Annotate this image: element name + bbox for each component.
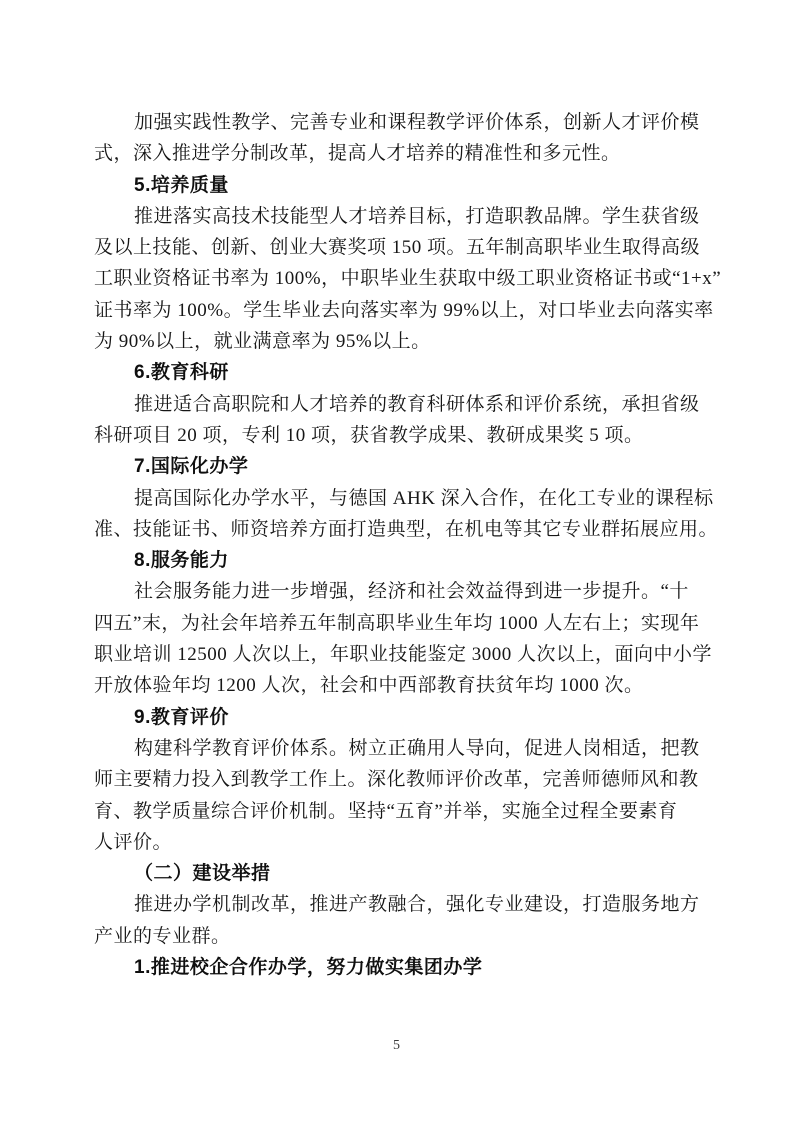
paragraph-line: 开放体验年均 1200 人次，社会和中西部教育扶贫年均 1000 次。 (94, 675, 644, 697)
paragraph-line: 及以上技能、创新、创业大赛奖项 150 项。五年制高职毕业生取得高级 (94, 237, 701, 259)
paragraph-line: 工职业资格证书率为 100%，中职毕业生获取中级工职业资格证书或“1+x” (94, 268, 722, 290)
document-body (94, 107, 734, 983)
section-heading-construction-measures: （二）建设举措 (134, 863, 271, 885)
paragraph-line: 提高国际化办学水平，与德国 AHK 深入合作，在化工专业的课程标 (134, 487, 714, 509)
section-heading-7: 7.国际化办学 (134, 456, 249, 478)
section-5 (94, 170, 734, 201)
section-2-measures (94, 858, 734, 889)
paragraph-line: 构建科学教育评价体系。树立正确用人导向，促进人岗相适，把教 (134, 737, 700, 759)
paragraph-line: 师主要精力投入到教学工作上。深化教师评价改革，完善师德师风和教 (94, 769, 699, 791)
section-measure-1 (94, 952, 734, 983)
paragraph-line: 社会服务能力进一步增强，经济和社会效益得到进一步提升。“十 (134, 581, 689, 603)
paragraph-line: 加强实践性教学、完善专业和课程教学评价体系，创新人才评价模 (134, 112, 700, 133)
paragraph-education-evaluation (94, 733, 734, 858)
paragraph-line: 四五”末，为社会年培养五年制高职毕业生年均 1000 人左右上；实现年 (94, 612, 700, 634)
paragraph-line: 人评价。 (94, 831, 173, 853)
paragraph-line: 准、技能证书、师资培养方面打造典型，在机电等其它专业群拓展应用。 (94, 518, 719, 540)
section-9 (94, 702, 734, 733)
paragraph-education-research (94, 389, 734, 452)
paragraph-line: 科研项目 20 项，专利 10 项，获省教学成果、教研成果奖 5 项。 (94, 424, 644, 446)
paragraph-line: 推进办学机制改革，推进产教融合，强化专业建设，打造服务地方 (134, 894, 700, 916)
section-8 (94, 545, 734, 576)
paragraph-line: 育、教学质量综合评价机制。坚持“五育”并举，实施全过程全要素育 (94, 800, 678, 822)
section-heading-9: 9.教育评价 (134, 706, 229, 728)
section-heading-6: 6.教育科研 (134, 362, 229, 384)
section-heading-5: 5.培养质量 (134, 174, 229, 196)
paragraph-line: 推进落实高技术技能型人才培养目标，打造职教品牌。学生获省级 (134, 205, 700, 227)
paragraph-line: 产业的专业群。 (94, 925, 231, 947)
section-6 (94, 357, 734, 388)
paragraph-measures-intro (94, 889, 734, 952)
paragraph-training-quality (94, 201, 734, 357)
page-number: 5 (393, 1038, 400, 1053)
paragraph-line: 职业培训 12500 人次以上，年职业技能鉴定 3000 人次以上，面向中小学 (94, 644, 713, 666)
paragraph-service-capacity (94, 576, 734, 701)
paragraph-line: 式，深入推进学分制改革，提高人才培养的精准性和多元性。 (94, 143, 621, 165)
paragraph-line: 为 90%以上，就业满意率为 95%以上。 (94, 331, 431, 353)
paragraph-international-schooling (94, 483, 734, 546)
section-heading-measure-1: 1.推进校企合作办学，努力做实集团办学 (134, 957, 483, 979)
section-heading-8: 8.服务能力 (134, 550, 229, 572)
section-7 (94, 451, 734, 482)
paragraph-line: 证书率为 100%。学生毕业去向落实率为 99%以上，对口毕业去向落实率 (94, 299, 714, 321)
paragraph-line: 推进适合高职院和人才培养的教育科研体系和评价系统，承担省级 (134, 393, 700, 415)
paragraph-continuation (94, 107, 734, 170)
